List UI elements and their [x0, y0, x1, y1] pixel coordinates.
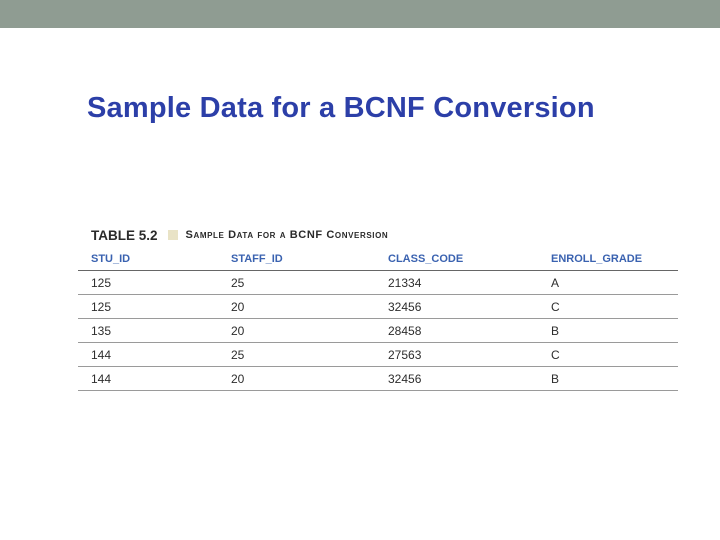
column-header-class-code: CLASS_CODE	[388, 248, 551, 271]
cell-staff-id: 20	[231, 367, 388, 391]
cell-staff-id: 20	[231, 319, 388, 343]
cell-stu-id: 144	[78, 343, 231, 367]
cell-staff-id: 25	[231, 271, 388, 295]
cell-stu-id: 125	[78, 271, 231, 295]
cell-enroll-grade: C	[551, 295, 678, 319]
slide-title: Sample Data for a BCNF Conversion	[87, 92, 595, 124]
top-accent-bar	[0, 0, 720, 28]
table-row	[78, 343, 678, 367]
cell-staff-id: 20	[231, 295, 388, 319]
table-row	[78, 295, 678, 319]
cell-enroll-grade: B	[551, 319, 678, 343]
cell-stu-id: 144	[78, 367, 231, 391]
cell-enroll-grade: C	[551, 343, 678, 367]
column-header-staff-id: STAFF_ID	[231, 248, 388, 271]
table-figure	[78, 222, 678, 391]
column-header-enroll-grade: ENROLL_GRADE	[551, 248, 678, 271]
column-header-stu-id: STU_ID	[78, 248, 231, 271]
caption-square-icon	[168, 230, 178, 240]
table-row	[78, 319, 678, 343]
cell-enroll-grade: A	[551, 271, 678, 295]
table-header-row	[78, 248, 678, 271]
table-row	[78, 271, 678, 295]
table-row	[78, 367, 678, 391]
table-caption-text: Sample Data for a BCNF Conversion	[185, 229, 389, 241]
table-number: TABLE 5.2	[91, 227, 158, 243]
cell-staff-id: 25	[231, 343, 388, 367]
cell-stu-id: 125	[78, 295, 231, 319]
cell-class-code: 32456	[388, 295, 551, 319]
cell-enroll-grade: B	[551, 367, 678, 391]
cell-stu-id: 135	[78, 319, 231, 343]
cell-class-code: 28458	[388, 319, 551, 343]
cell-class-code: 27563	[388, 343, 551, 367]
data-table	[78, 248, 678, 391]
table-caption	[78, 222, 678, 248]
cell-class-code: 32456	[388, 367, 551, 391]
cell-class-code: 21334	[388, 271, 551, 295]
